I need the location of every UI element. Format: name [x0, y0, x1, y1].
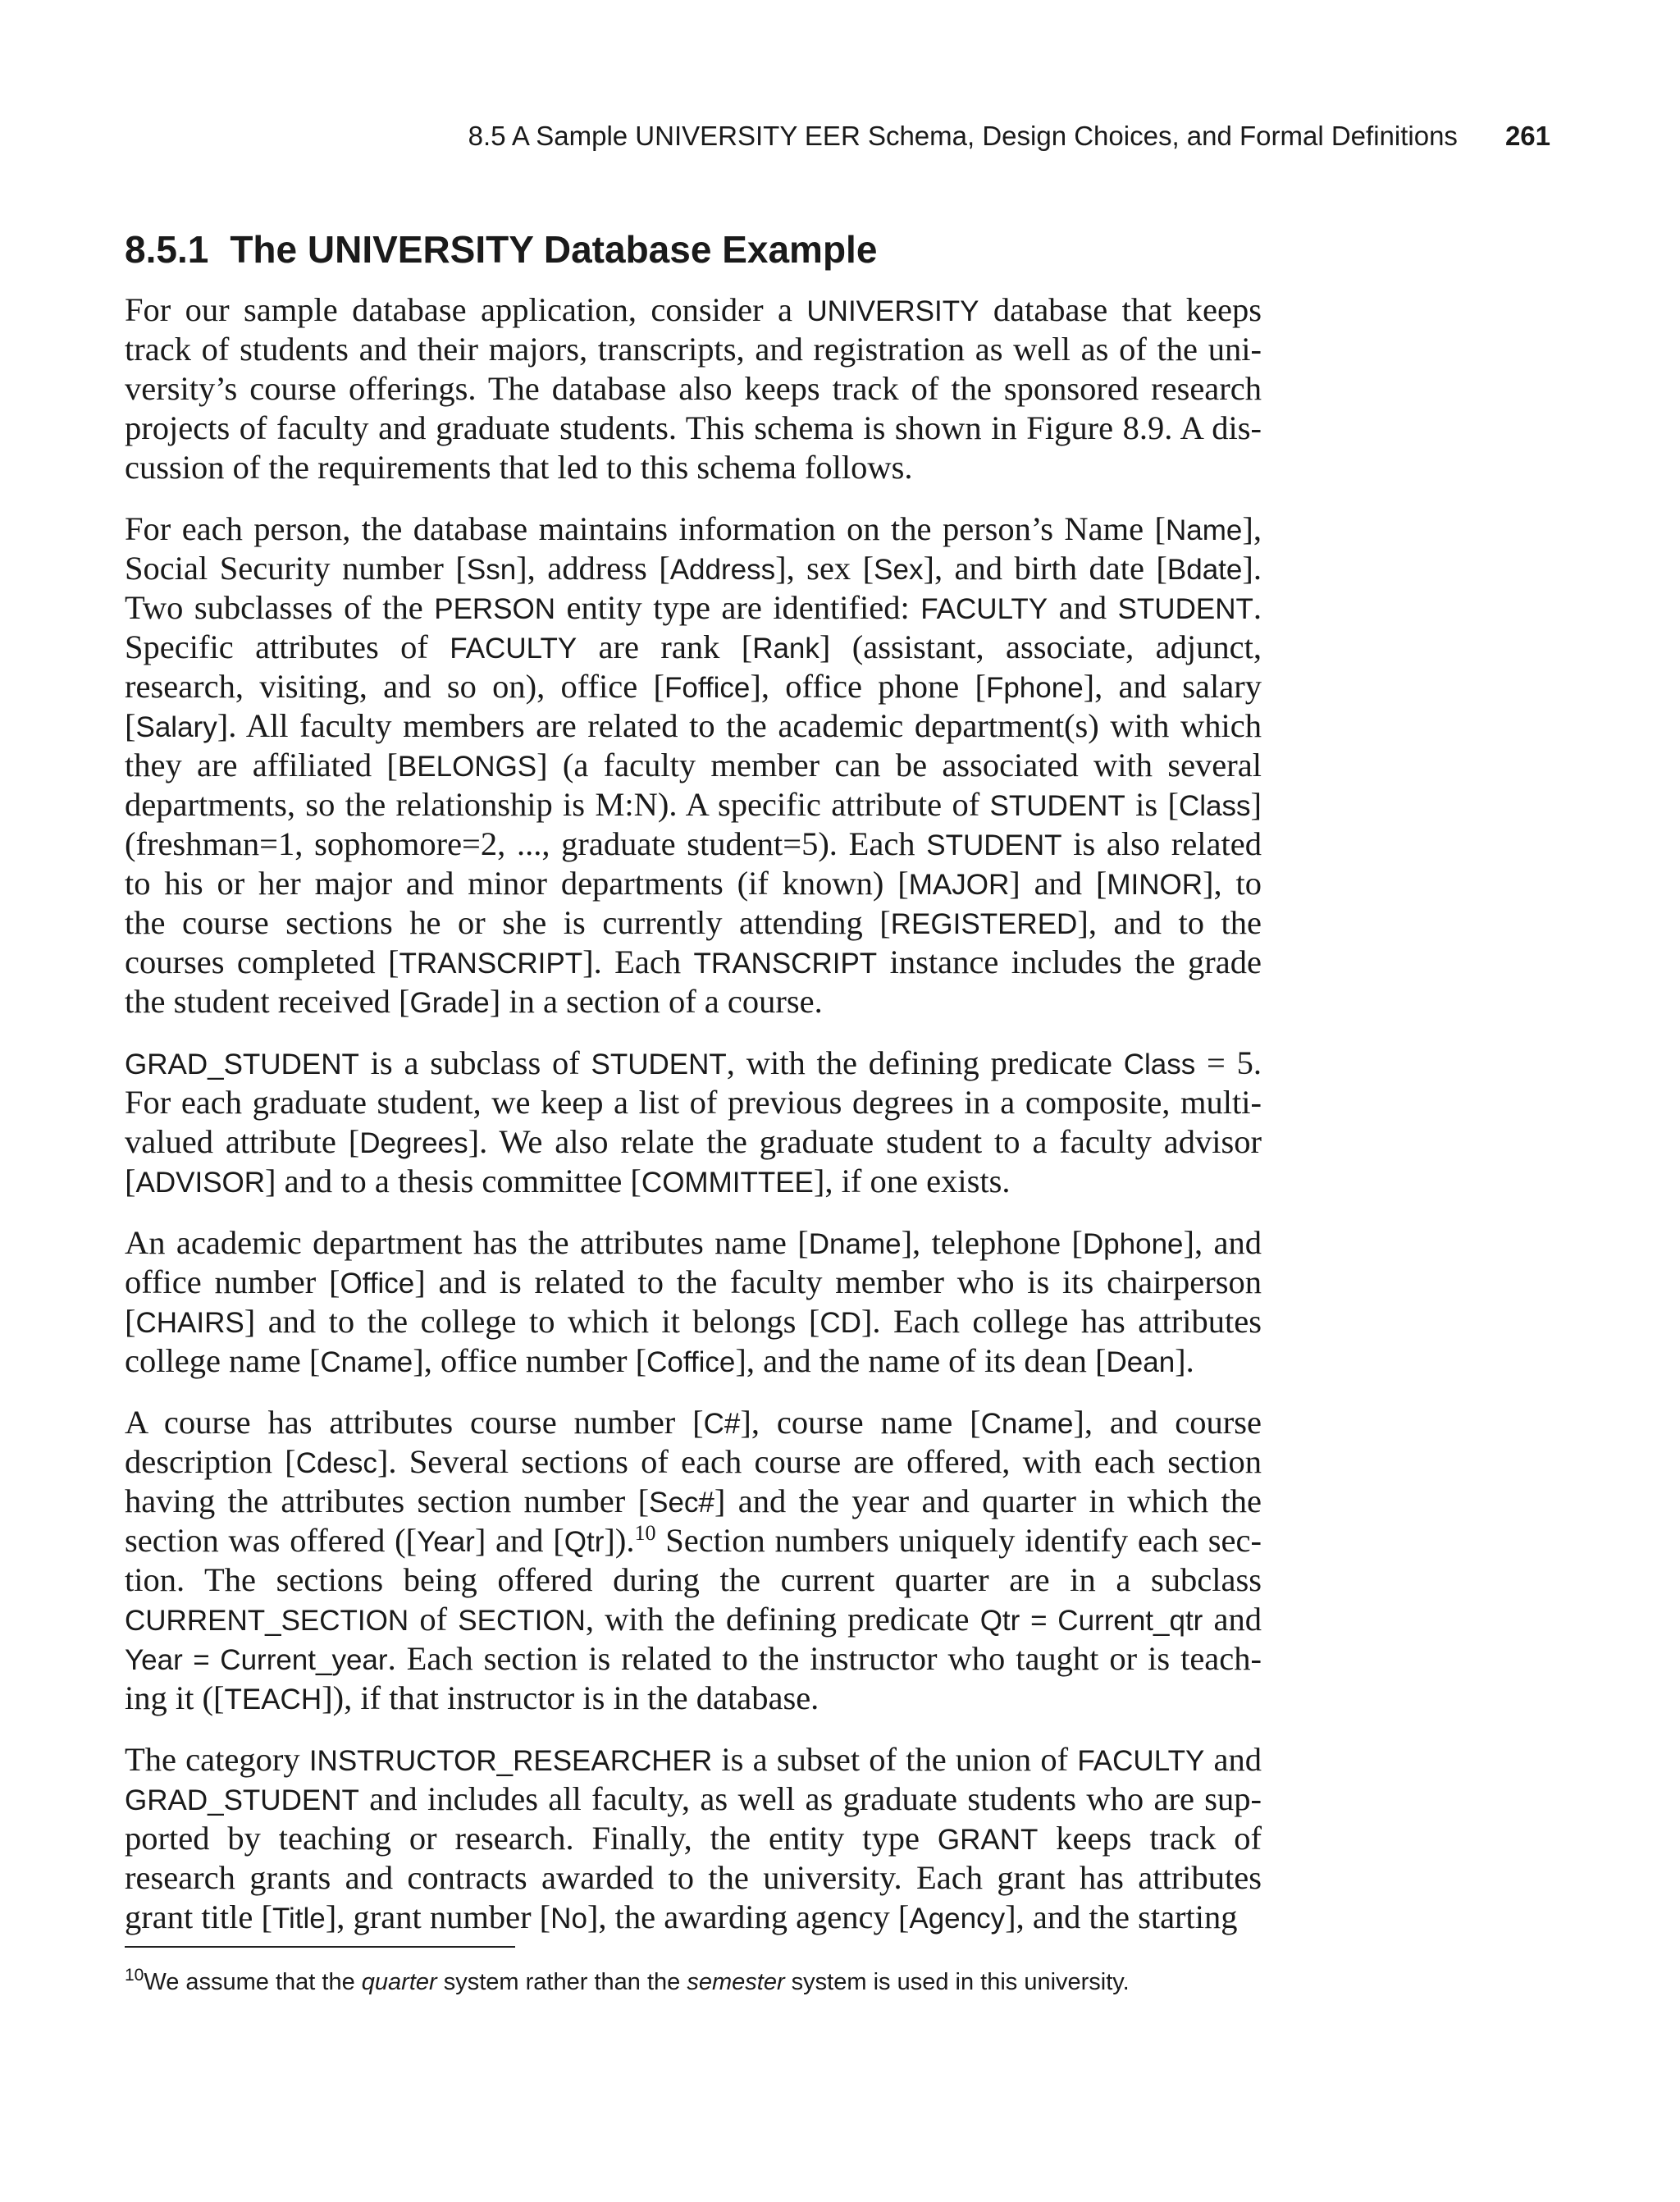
- text-line: [125, 1898, 1262, 1937]
- text-line: [125, 1263, 1262, 1302]
- schema-term: STUDENT: [1117, 593, 1253, 625]
- text-run: = 5.: [1195, 1044, 1262, 1081]
- text-line: [125, 448, 1262, 487]
- text-line: [125, 1162, 1262, 1201]
- schema-term: Dname: [808, 1228, 902, 1260]
- schema-term: UNIVERSITY: [806, 295, 979, 327]
- text-run: having the attributes section number [: [125, 1482, 650, 1519]
- text-line: [125, 628, 1262, 667]
- schema-term: Year = Current_year: [125, 1644, 388, 1676]
- text-run: to his or her major and minor departments (if known) [: [125, 865, 909, 902]
- schema-term: Cname: [320, 1346, 413, 1378]
- section-title: The UNIVERSITY Database Example: [230, 228, 878, 271]
- text-line: [125, 1044, 1262, 1083]
- text-run: ] and is related to the faculty member who is its chairperson: [414, 1263, 1262, 1300]
- text-run: An academic department has the attributes name [: [125, 1224, 809, 1261]
- text-run: research grants and contracts awarded to the university. Each grant has attributes: [125, 1859, 1262, 1896]
- text-run: ported by teaching or research. Finally, the entity type: [125, 1820, 938, 1857]
- footnote-text-before: We assume that the: [144, 1969, 362, 1995]
- schema-term: Salary: [135, 711, 217, 743]
- text-run: ] (a faculty member can be associated with several: [536, 747, 1262, 783]
- text-run: the student received [: [125, 983, 410, 1020]
- schema-term: Title: [272, 1903, 326, 1935]
- text-run: ], office phone [: [750, 668, 986, 705]
- schema-term: FACULTY: [1077, 1745, 1205, 1777]
- text-run: ], and to the: [1077, 904, 1262, 941]
- text-run: (freshman=1, sophomore=2, ..., graduate student=5). Each: [125, 825, 927, 862]
- section-heading: [125, 223, 877, 276]
- schema-term: Foffice: [664, 672, 751, 704]
- text-line: [125, 1858, 1262, 1898]
- text-line: [125, 1442, 1262, 1482]
- schema-term: Office: [340, 1268, 415, 1300]
- text-run: ], course name [: [740, 1404, 981, 1441]
- text-line: [125, 330, 1262, 369]
- paragraph: [125, 1403, 1262, 1718]
- text-line: [125, 1341, 1262, 1381]
- schema-term: STUDENT: [989, 790, 1125, 822]
- text-run: projects of faculty and graduate students. This schema is shown in Figure 8.9. A dis-: [125, 409, 1262, 446]
- schema-term: BELONGS: [397, 751, 537, 783]
- footnote-divider: [125, 1946, 515, 1948]
- text-run: and includes all faculty, as well as graduate students who are sup-: [358, 1780, 1262, 1817]
- schema-term: GRAD_STUDENT: [125, 1048, 359, 1080]
- body-text: [125, 290, 1262, 1959]
- text-run: entity type are identified:: [555, 589, 921, 626]
- footnote-text-middle: system rather than the: [436, 1969, 687, 1995]
- text-run: Two subclasses of the: [125, 589, 435, 626]
- running-head: [386, 115, 1550, 158]
- text-run: ]).: [604, 1522, 635, 1559]
- text-line: [125, 588, 1262, 628]
- schema-term: Sec#: [649, 1487, 714, 1519]
- paragraph: [125, 1740, 1262, 1937]
- text-line: [125, 943, 1262, 982]
- text-run: research, visiting, and so on), office [: [125, 668, 664, 705]
- text-run: office number [: [125, 1263, 340, 1300]
- schema-term: Grade: [409, 987, 490, 1019]
- text-run: For each person, the database maintains information on the person’s Name [: [125, 510, 1166, 547]
- schema-term: Rank: [752, 633, 819, 665]
- text-run: ] in a section of a course.: [489, 983, 823, 1020]
- text-run: Social Security number [: [125, 550, 467, 587]
- schema-term: Name: [1166, 514, 1243, 546]
- schema-term: MAJOR: [908, 869, 1010, 901]
- schema-term: Address: [669, 554, 776, 586]
- schema-term: FACULTY: [920, 593, 1048, 625]
- text-run: Section numbers uniquely identify each sec-: [655, 1522, 1262, 1559]
- text-run: college name [: [125, 1342, 321, 1379]
- footnote-text-after: system is used in this university.: [784, 1969, 1130, 1995]
- schema-term: CURRENT_SECTION: [125, 1605, 409, 1637]
- schema-term: Cdesc: [295, 1447, 377, 1479]
- text-run: ], sex [: [775, 550, 874, 587]
- text-line: [125, 746, 1262, 785]
- text-run: [: [125, 1163, 136, 1199]
- text-line: [125, 1521, 1262, 1560]
- text-line: [125, 982, 1262, 1021]
- schema-term: TRANSCRIPT: [693, 948, 878, 980]
- schema-term: SECTION: [458, 1605, 586, 1637]
- text-run: they are affiliated [: [125, 747, 398, 783]
- text-run: grant title [: [125, 1898, 272, 1935]
- text-run: Specific attributes of: [125, 628, 450, 665]
- schema-term: C#: [703, 1408, 741, 1440]
- text-run: The category: [125, 1741, 309, 1778]
- text-run: ] and [: [1009, 865, 1107, 902]
- text-run: ], the awarding agency [: [587, 1898, 910, 1935]
- schema-term: Dphone: [1082, 1228, 1184, 1260]
- text-run: instance includes the grade: [877, 943, 1262, 980]
- text-line: [125, 1083, 1262, 1122]
- text-line: [125, 864, 1262, 903]
- schema-term: TEACH: [224, 1683, 322, 1715]
- paragraph: [125, 290, 1262, 487]
- schema-term: MINOR: [1107, 869, 1203, 901]
- schema-term: GRAD_STUDENT: [125, 1784, 359, 1816]
- footnote-reference: 10: [634, 1521, 656, 1545]
- text-run: and: [1048, 589, 1118, 626]
- text-run: ], and: [1183, 1224, 1262, 1261]
- text-line: [125, 409, 1262, 448]
- text-line: [125, 549, 1262, 588]
- footnote-emphasis-semester: semester: [687, 1969, 785, 1995]
- text-line: [125, 1679, 1262, 1718]
- schema-term: Agency: [909, 1903, 1006, 1935]
- text-run: ], office number [: [413, 1342, 647, 1379]
- footnote-marker: 10: [125, 1966, 144, 1985]
- text-run: is also related: [1061, 825, 1262, 862]
- text-line: [125, 509, 1262, 549]
- text-run: the course sections he or she is currently attending [: [125, 904, 891, 941]
- text-line: [125, 1600, 1262, 1639]
- text-run: ]), if that instructor is in the database.: [322, 1679, 819, 1716]
- paragraph: [125, 1223, 1262, 1381]
- text-run: keeps track of: [1038, 1820, 1262, 1857]
- text-run: ], grant number [: [325, 1898, 551, 1935]
- schema-term: COMMITTEE: [641, 1167, 814, 1199]
- text-run: ]. Each: [582, 943, 694, 980]
- text-run: versity’s course offerings. The database also keeps track of the sponsored research: [125, 370, 1262, 407]
- text-run: For our sample database application, consider a: [125, 291, 807, 328]
- schema-term: Sex: [874, 554, 924, 586]
- schema-term: CHAIRS: [135, 1307, 244, 1339]
- text-run: and: [1204, 1741, 1262, 1778]
- schema-term: Degrees: [359, 1127, 468, 1159]
- schema-term: GRANT: [937, 1824, 1039, 1856]
- schema-term: STUDENT: [926, 829, 1062, 861]
- footnote: [125, 1964, 1273, 2000]
- section-number: 8.5.1: [125, 228, 209, 271]
- schema-term: Qtr = Current_qtr: [979, 1605, 1203, 1637]
- paragraph: [125, 509, 1262, 1021]
- text-run: and: [1203, 1601, 1262, 1638]
- text-line: [125, 1740, 1262, 1779]
- schema-term: Class: [1178, 790, 1251, 822]
- schema-term: TRANSCRIPT: [399, 948, 583, 980]
- text-run: section was offered ([: [125, 1522, 418, 1559]
- schema-term: PERSON: [434, 593, 556, 625]
- text-run: ].: [1242, 550, 1262, 587]
- running-head-title: 8.5 A Sample UNIVERSITY EER Schema, Design Choices, and Formal Definitions: [468, 121, 1458, 151]
- text-run: ] (assistant, associate, adjunct,: [819, 628, 1262, 665]
- text-run: ]: [1250, 786, 1262, 823]
- text-line: [125, 1779, 1262, 1819]
- schema-term: Coffice: [646, 1346, 736, 1378]
- text-line: [125, 1819, 1262, 1858]
- text-run: ], and the name of its dean [: [735, 1342, 1107, 1379]
- text-run: is a subset of the union of: [712, 1741, 1078, 1778]
- schema-term: Class: [1123, 1048, 1196, 1080]
- text-run: ], and birth date [: [923, 550, 1167, 587]
- schema-term: Cname: [980, 1408, 1074, 1440]
- text-run: courses completed [: [125, 943, 399, 980]
- text-run: are rank [: [577, 628, 753, 665]
- text-line: [125, 1482, 1262, 1521]
- text-run: ], telephone [: [901, 1224, 1083, 1261]
- text-line: [125, 369, 1262, 409]
- text-line: [125, 290, 1262, 330]
- schema-term: Qtr: [564, 1526, 605, 1558]
- schema-term: CD: [819, 1307, 861, 1339]
- text-run: cussion of the requirements that led to this schema follows.: [125, 449, 913, 486]
- text-line: [125, 785, 1262, 825]
- footnote-emphasis-quarter: quarter: [361, 1969, 437, 1995]
- schema-term: ADVISOR: [135, 1167, 266, 1199]
- text-run: ]. We also relate the graduate student to a faculty advisor: [468, 1123, 1262, 1160]
- text-run: .: [1253, 589, 1262, 626]
- text-run: departments, so the relationship is M:N). A specific attribute of: [125, 786, 990, 823]
- text-line: [125, 1122, 1262, 1162]
- text-run: is [: [1125, 786, 1179, 823]
- text-run: ].: [1175, 1342, 1194, 1379]
- text-run: . Each section is related to the instructor who taught or is teach-: [387, 1640, 1262, 1677]
- schema-term: REGISTERED: [890, 908, 1078, 940]
- text-run: ], to: [1203, 865, 1262, 902]
- text-line: [125, 825, 1262, 864]
- schema-term: Bdate: [1166, 554, 1243, 586]
- text-run: ], if one exists.: [813, 1163, 1011, 1199]
- text-run: For each graduate student, we keep a list of previous degrees in a composite, multi-: [125, 1084, 1262, 1121]
- text-run: ], and the starting: [1005, 1898, 1238, 1935]
- text-line: [125, 667, 1262, 706]
- paragraph: [125, 1044, 1262, 1201]
- text-line: [125, 1302, 1262, 1341]
- schema-term: INSTRUCTOR_RESEARCHER: [308, 1745, 713, 1777]
- text-line: [125, 1223, 1262, 1263]
- text-run: [: [125, 1303, 136, 1340]
- schema-term: FACULTY: [450, 633, 578, 665]
- text-line: [125, 1403, 1262, 1442]
- text-run: ] and the year and quarter in which the: [714, 1482, 1262, 1519]
- text-run: is a subclass of: [358, 1044, 591, 1081]
- text-line: [125, 706, 1262, 746]
- text-run: ], and salary: [1083, 668, 1262, 705]
- text-line: [125, 1639, 1262, 1679]
- text-run: [: [125, 707, 136, 744]
- schema-term: Dean: [1106, 1346, 1176, 1378]
- schema-term: Year: [417, 1526, 475, 1558]
- text-run: tion. The sections being offered during the current quarter are in a subclass: [125, 1561, 1262, 1598]
- schema-term: STUDENT: [591, 1048, 727, 1080]
- text-run: ]. Each college has attributes: [861, 1303, 1262, 1340]
- text-run: , with the defining predicate: [585, 1601, 980, 1638]
- text-run: ] and to the college to which it belongs [: [244, 1303, 820, 1340]
- text-run: description [: [125, 1443, 296, 1480]
- text-run: ],: [1242, 510, 1262, 547]
- text-run: ] and [: [474, 1522, 564, 1559]
- text-run: , with the defining predicate: [726, 1044, 1124, 1081]
- text-line: [125, 903, 1262, 943]
- text-run: ]. Several sections of each course are offered, with each section: [377, 1443, 1262, 1480]
- text-run: ing it ([: [125, 1679, 225, 1716]
- text-run: valued attribute [: [125, 1123, 360, 1160]
- text-run: of: [409, 1601, 459, 1638]
- schema-term: Fphone: [985, 672, 1084, 704]
- text-run: ], and course: [1073, 1404, 1262, 1441]
- text-run: database that keeps: [979, 291, 1262, 328]
- text-run: ], address [: [516, 550, 670, 587]
- text-run: track of students and their majors, transcripts, and registration as well as of the uni-: [125, 331, 1262, 368]
- text-run: ]. All faculty members are related to the academic department(s) with which: [217, 707, 1262, 744]
- schema-term: Ssn: [466, 554, 517, 586]
- text-run: ] and to a thesis committee [: [265, 1163, 641, 1199]
- page-number: 261: [1504, 121, 1550, 151]
- schema-term: No: [550, 1903, 587, 1935]
- text-line: [125, 1560, 1262, 1600]
- text-run: A course has attributes course number [: [125, 1404, 704, 1441]
